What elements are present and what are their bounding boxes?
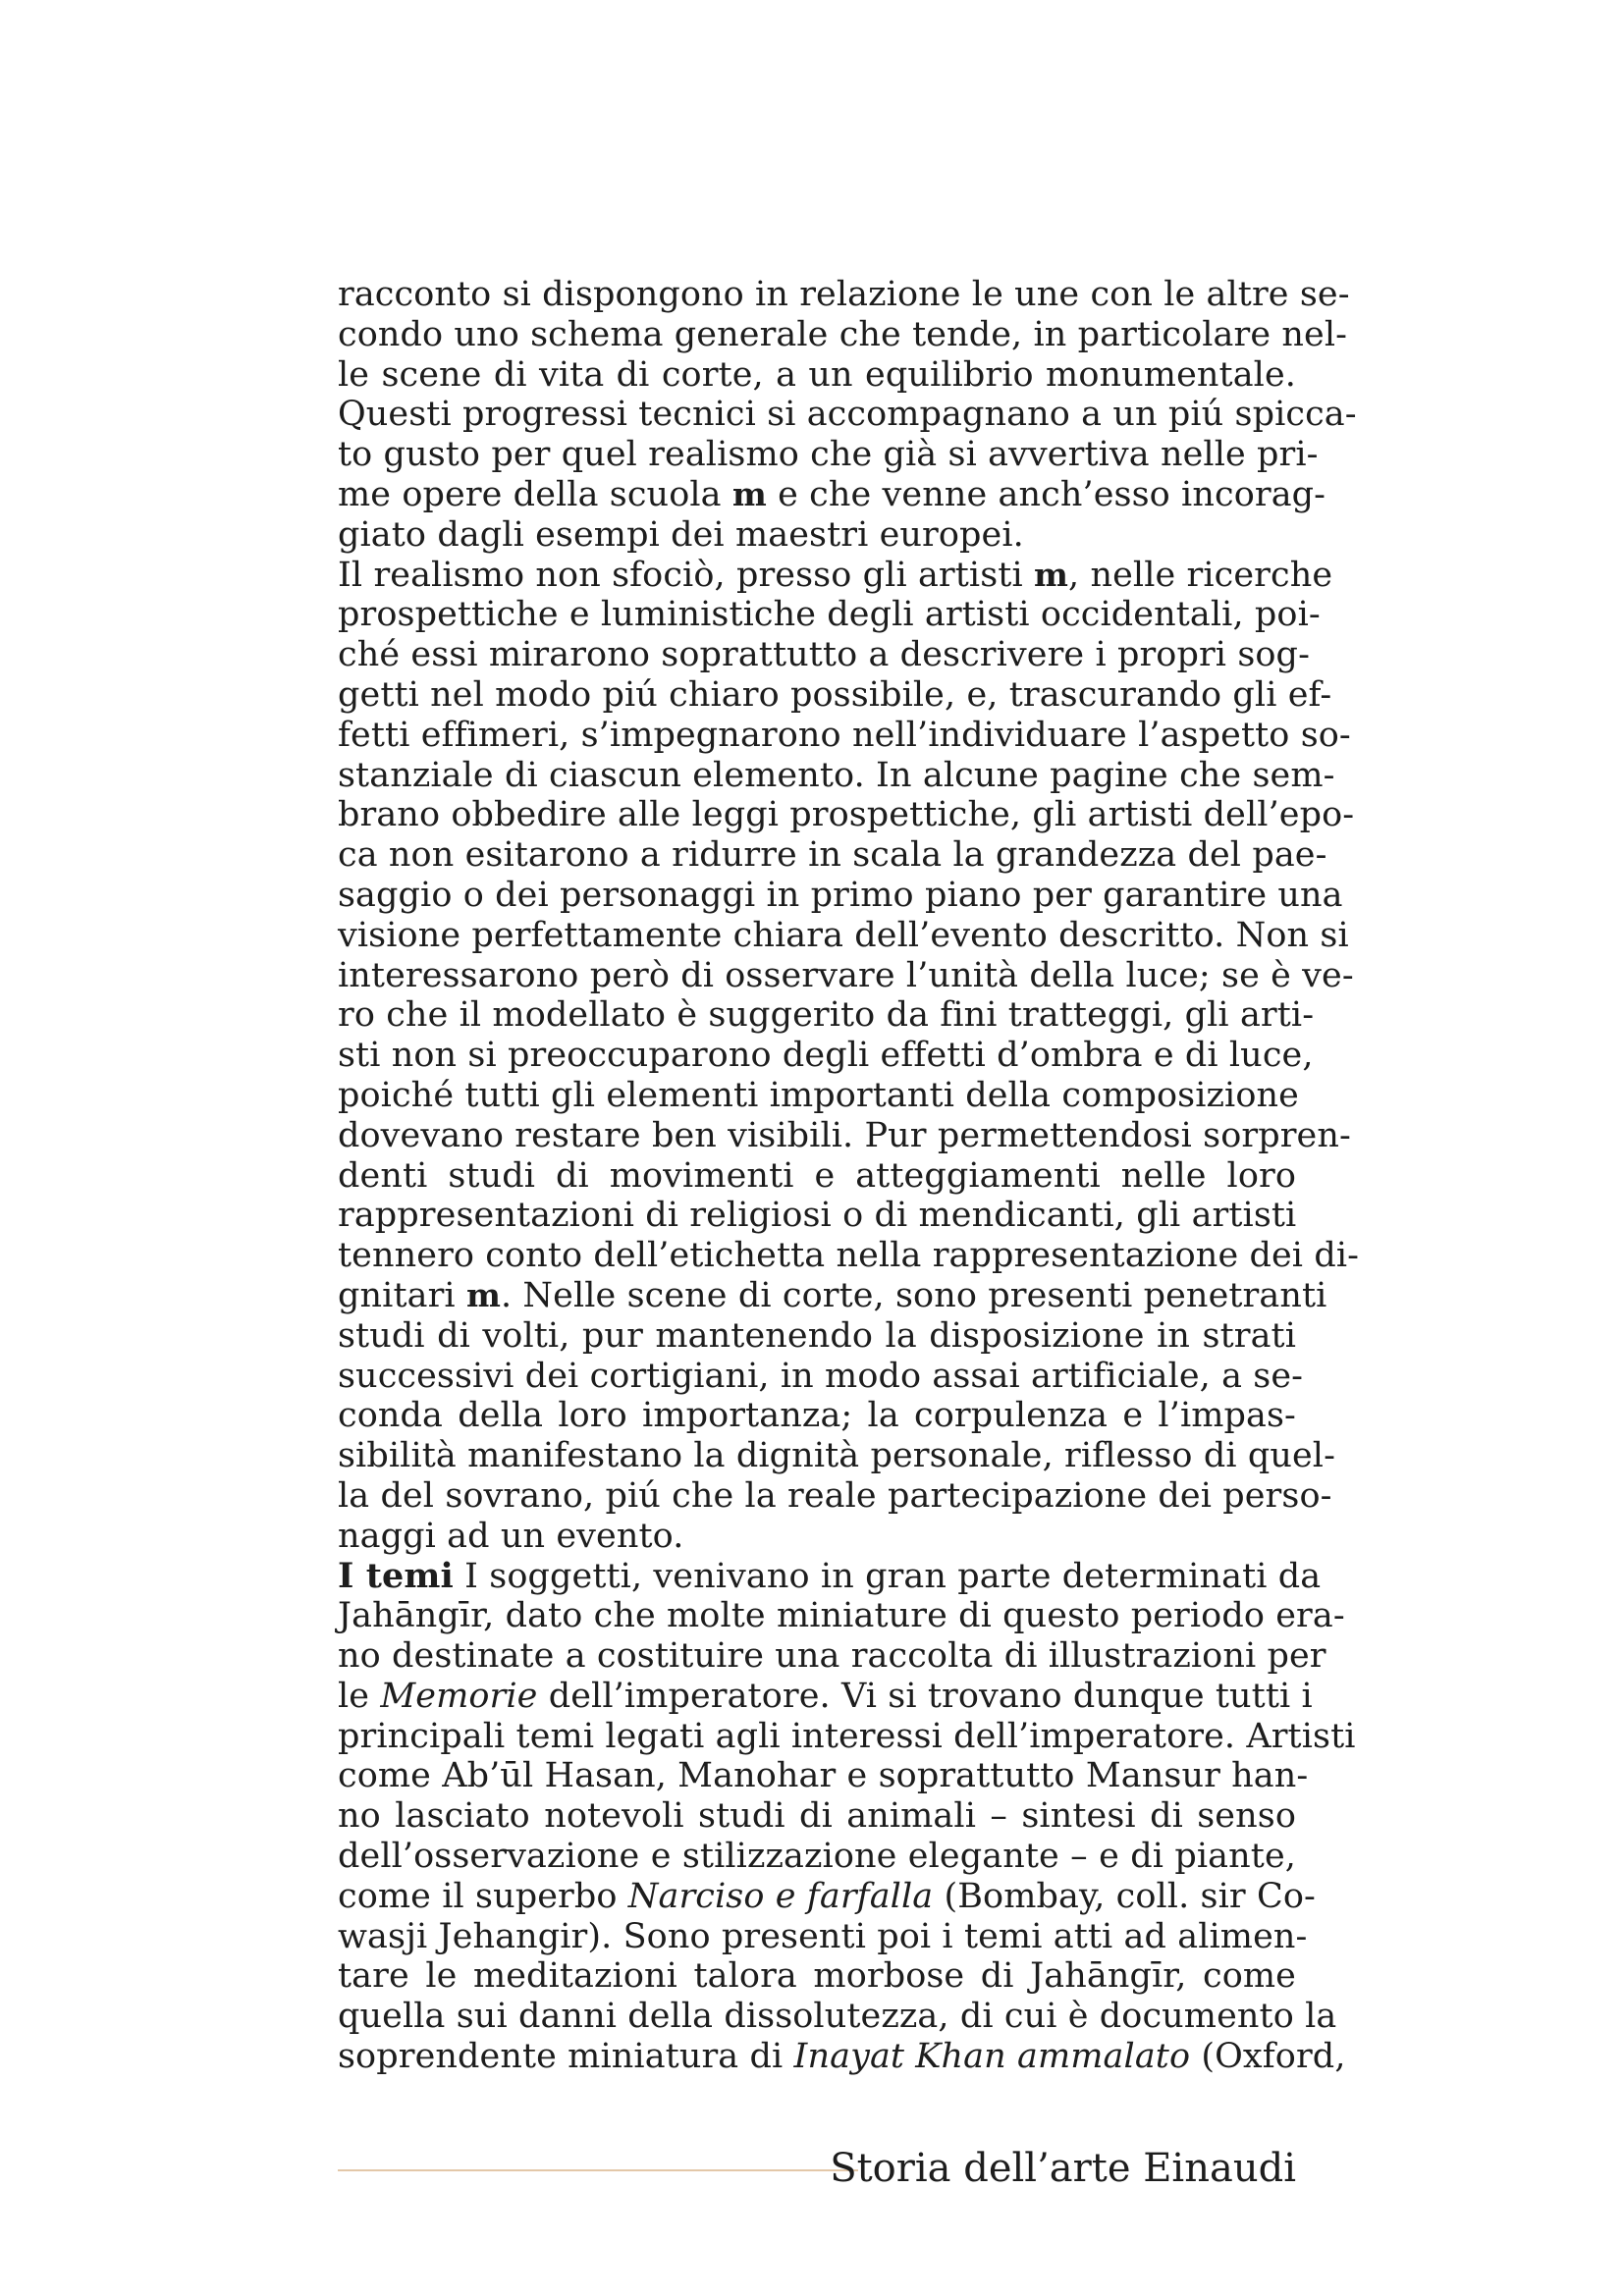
- abbreviation-mark: m: [465, 1275, 501, 1314]
- text-line: visione perfettamente chiara dell’evento descritto. Non si: [338, 915, 1349, 955]
- text-line: soprendente miniatura di Inayat Khan ammalato (Oxford,: [338, 2037, 1346, 2077]
- text-line: giato dagli esempi dei maestri europei.: [338, 514, 1024, 555]
- text-line: Il realismo non sfociò, presso gli artisti m, nelle ricerche: [338, 555, 1333, 595]
- text-line: Questi progressi tecnici si accompagnano a un piú spicca-: [338, 395, 1357, 435]
- italic-title: Narciso e farfalla: [627, 1876, 934, 1916]
- text-line: le Memorie dell’imperatore. Vi si trovano dunque tutti i: [338, 1676, 1313, 1716]
- text-line: saggio o dei personaggi in primo piano per garantire una: [338, 875, 1343, 915]
- text-line: rappresentazioni di religiosi o di mendicanti, gli artisti: [338, 1196, 1297, 1236]
- text-line: quella sui danni della dissolutezza, di cui è documento la: [338, 1997, 1337, 2037]
- text-line: getti nel modo piú chiaro possibile, e, trascurando gli ef-: [338, 674, 1332, 715]
- text-line: stanziale di ciascun elemento. In alcune pagine che sem-: [338, 755, 1335, 795]
- text-line: me opere della scuola m e che venne anch’esso incorag-: [338, 474, 1326, 514]
- text-line: la del sovrano, piú che la reale partecipazione dei perso-: [338, 1475, 1332, 1516]
- text-line: successivi dei cortigiani, in modo assai artificiale, a se-: [338, 1356, 1304, 1396]
- text-line: poiché tutti gli elementi importanti della composizione: [338, 1075, 1299, 1115]
- text-line: gnitari m. Nelle scene di corte, sono presenti penetranti: [338, 1275, 1327, 1315]
- text-line: to gusto per quel realismo che già si avvertiva nelle pri-: [338, 435, 1319, 475]
- abbreviation-mark: m: [731, 474, 767, 513]
- text-line: sti non si preoccuparono degli effetti d’ombra e di luce,: [338, 1036, 1314, 1076]
- text-line: ché essi mirarono soprattutto a descrivere i propri sog-: [338, 635, 1310, 675]
- section-label: I temi: [338, 1555, 454, 1596]
- abbreviation-mark: m: [1033, 555, 1068, 594]
- text-line: racconto si dispongono in relazione le une con le altre se-: [338, 275, 1350, 314]
- text-line: conda della loro importanza; la corpulenza e l’impas-: [338, 1396, 1296, 1436]
- text-line: condo uno schema generale che tende, in particolare nel-: [338, 314, 1348, 354]
- page-footer: [338, 2144, 1296, 2193]
- text-line: denti studi di movimenti e atteggiamenti nelle loro: [338, 1155, 1296, 1196]
- text-line: prospettiche e luministiche degli artisti occidentali, poi-: [338, 595, 1321, 635]
- text-line: tare le meditazioni talora morbose di Jahāngīr, come: [338, 1956, 1296, 1997]
- text-line: come Ab’ūl Hasan, Manohar e soprattutto Mansur han-: [338, 1756, 1309, 1796]
- text-line: wasji Jehangir). Sono presenti poi i temi atti ad alimen-: [338, 1916, 1308, 1956]
- text-line: ro che il modellato è suggerito da fini tratteggi, gli arti-: [338, 995, 1315, 1036]
- text-line: principali temi legati agli interessi dell’imperatore. Artisti: [338, 1716, 1356, 1756]
- text-line: le scene di vita di corte, a un equilibrio monumentale.: [338, 354, 1296, 395]
- text-line: no lasciato notevoli studi di animali – sintesi di senso: [338, 1796, 1296, 1837]
- text-line: naggi ad un evento.: [338, 1516, 684, 1556]
- text-line: ca non esitarono a ridurre in scala la grandezza del pae-: [338, 835, 1327, 876]
- italic-title: Memorie: [380, 1676, 538, 1716]
- text-line: dell’osservazione e stilizzazione elegante – e di piante,: [338, 1837, 1296, 1877]
- text-line: tennero conto dell’etichetta nella rappresentazione dei di-: [338, 1236, 1360, 1276]
- footer-title: Storia dell’arte Einaudi: [830, 2146, 1296, 2191]
- text-line: fetti effimeri, s’impegnarono nell’individuare l’aspetto so-: [338, 715, 1351, 755]
- text-line: come il superbo Narciso e farfalla (Bombay, coll. sir Co-: [338, 1876, 1316, 1916]
- text-line: no destinate a costituire una raccolta di illustrazioni per: [338, 1636, 1326, 1677]
- text-line: I temi I soggetti, venivano in gran parte determinati da: [338, 1555, 1322, 1596]
- text-line: Jahāngīr, dato che molte miniature di questo periodo era-: [338, 1596, 1345, 1636]
- text-line: sibilità manifestano la dignità personale, riflesso di quel-: [338, 1436, 1336, 1476]
- body-text: [338, 275, 1360, 2077]
- italic-title: Inayat Khan ammalato: [793, 2037, 1191, 2077]
- text-line: dovevano restare ben visibili. Pur permettendosi sorpren-: [338, 1115, 1351, 1155]
- text-line: studi di volti, pur mantenendo la disposizione in strati: [338, 1315, 1296, 1356]
- footer-divider: [338, 2169, 858, 2171]
- text-line: interessarono però di osservare l’unità della luce; se è ve-: [338, 955, 1354, 995]
- text-line: brano obbedire alle leggi prospettiche, gli artisti dell’epo-: [338, 795, 1355, 835]
